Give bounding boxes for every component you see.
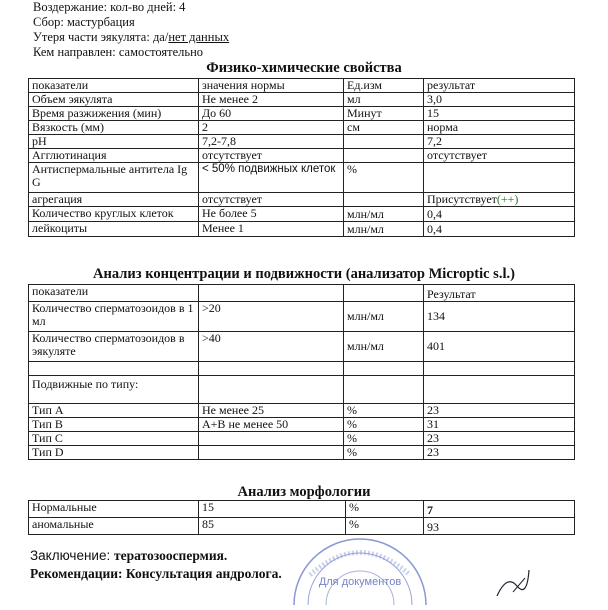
table-cell: отсутствует <box>424 149 575 163</box>
header-cell: Ед.изм <box>344 79 424 93</box>
header-loss-label: Утеря части эякулята: да/ <box>33 30 169 44</box>
table-cell: норма <box>424 121 575 135</box>
table-row <box>29 121 575 135</box>
table-cell: см <box>344 121 424 135</box>
table-cell: Присутствует(++) <box>424 193 575 207</box>
table-cell: млн/мл <box>344 207 424 222</box>
recommendation-value: Консультация андролога. <box>125 566 282 581</box>
table-cell: Количество сперматозоидов в эякуляте <box>29 332 199 362</box>
table-cell: Подвижные по типу: <box>29 376 199 404</box>
table-cell: аномальные <box>29 518 199 535</box>
header-loss <box>33 30 229 44</box>
table-cell: Тип С <box>29 432 199 446</box>
table-cell: отсутствует <box>199 149 344 163</box>
signature-icon <box>495 566 535 598</box>
table-row <box>29 404 575 418</box>
table-cell: % <box>346 518 424 535</box>
table-cell <box>424 163 575 193</box>
table-cell: 0,4 <box>424 207 575 222</box>
table-cell <box>424 376 575 404</box>
conclusion <box>30 548 227 564</box>
signature <box>495 566 535 603</box>
conclusion-label: Заключение: <box>30 548 114 563</box>
table-cell <box>344 376 424 404</box>
table-cell: >40 <box>199 332 344 362</box>
table-cell: 401 <box>424 332 575 362</box>
conclusion-value: тератозооспермия. <box>113 548 228 563</box>
header-referred: Кем направлен: самостоятельно <box>33 45 204 59</box>
table-cell: Нормальные <box>29 501 199 518</box>
header-abstinence: Воздержание: кол-во дней: 4 <box>33 0 186 14</box>
table-cell: 7 <box>424 501 575 518</box>
table-cell: % <box>344 404 424 418</box>
table-row <box>29 362 575 376</box>
table-row <box>29 149 575 163</box>
table-row <box>29 193 575 207</box>
table-cell: 3,0 <box>424 93 575 107</box>
recommendation <box>30 566 282 582</box>
svg-text:Для документов <box>319 576 402 588</box>
table-row <box>29 93 575 107</box>
table-cell: 2 <box>199 121 344 135</box>
table-cell: 23 <box>424 432 575 446</box>
table-cell: Тип А <box>29 404 199 418</box>
header-cell: Результат <box>424 285 575 302</box>
table-cell: До 60 <box>199 107 344 121</box>
table-cell: % <box>344 418 424 432</box>
table-cell: 0,4 <box>424 222 575 237</box>
header-cell: результат <box>424 79 575 93</box>
table-cell: Менее 1 <box>199 222 344 237</box>
table-cell: 7,2-7,8 <box>199 135 344 149</box>
table-cell: Количество сперматозоидов в 1 мл <box>29 302 199 332</box>
table-cell: pH <box>29 135 199 149</box>
table-cell: мл <box>344 93 424 107</box>
morphology-table <box>28 500 575 535</box>
table-cell: Объем эякулята <box>29 93 199 107</box>
table-cell: 134 <box>424 302 575 332</box>
header-loss-value: нет данных <box>168 30 230 44</box>
table-cell: 93 <box>424 518 575 535</box>
table-cell <box>344 135 424 149</box>
table-cell: < 50% подвижных клеток <box>199 163 344 193</box>
table-header-row <box>29 285 575 302</box>
table-row <box>29 222 575 237</box>
table-cell: % <box>344 446 424 460</box>
table-header-row <box>29 79 575 93</box>
stamp-icon <box>290 535 430 605</box>
header-cell: показатели <box>29 79 199 93</box>
table-cell <box>344 149 424 163</box>
table-cell <box>344 362 424 376</box>
table-cell: % <box>344 163 424 193</box>
table-cell: >20 <box>199 302 344 332</box>
stamp-text: Для документов <box>318 576 402 588</box>
table-cell: Не менее 2 <box>199 93 344 107</box>
header-cell: показатели <box>29 285 199 302</box>
motility-table <box>28 284 575 460</box>
table-cell: А+В не менее 50 <box>199 418 344 432</box>
table-row <box>29 302 575 332</box>
table-cell <box>29 362 199 376</box>
table-cell: Количество круглых клеток <box>29 207 199 222</box>
table-cell: 23 <box>424 446 575 460</box>
table-row <box>29 446 575 460</box>
table-cell: % <box>344 432 424 446</box>
table-row <box>29 418 575 432</box>
table-cell: млн/мл <box>344 332 424 362</box>
table-cell: млн/мл <box>344 222 424 237</box>
aggregation-grade: (++) <box>496 192 519 206</box>
table-cell <box>199 446 344 460</box>
physchem-table <box>28 78 575 237</box>
morphology-title: Анализ морфологии <box>237 484 371 500</box>
table-cell: 31 <box>424 418 575 432</box>
table-row <box>29 135 575 149</box>
table-row <box>29 163 575 193</box>
table-cell <box>199 376 344 404</box>
table-row <box>29 207 575 222</box>
table-cell <box>199 432 344 446</box>
table-cell: отсутствует <box>199 193 344 207</box>
table-cell <box>344 193 424 207</box>
table-cell: Вязкость (мм) <box>29 121 199 135</box>
table-cell: 15 <box>424 107 575 121</box>
table-cell: Не более 5 <box>199 207 344 222</box>
table-cell: Не менее 25 <box>199 404 344 418</box>
table-cell <box>424 362 575 376</box>
header-cell <box>344 285 424 302</box>
table-row <box>29 376 575 404</box>
table-row <box>29 332 575 362</box>
table-cell: 23 <box>424 404 575 418</box>
table-cell <box>199 362 344 376</box>
table-row <box>29 107 575 121</box>
table-cell: Тип D <box>29 446 199 460</box>
table-cell: Антиспермальные антитела Ig G <box>29 163 199 193</box>
table-cell: 85 <box>199 518 346 535</box>
table-cell: Минут <box>344 107 424 121</box>
table-row <box>29 432 575 446</box>
recommendation-label: Рекомендации: <box>30 566 126 581</box>
table-cell: лейкоциты <box>29 222 199 237</box>
table-cell: 15 <box>199 501 346 518</box>
motility-title: Анализ концентрации и подвижности (анализатор Microptic s.l.) <box>93 266 515 282</box>
header-cell <box>199 285 344 302</box>
physchem-title: Физико-химические свойства <box>206 60 402 76</box>
clinic-stamp <box>290 535 430 610</box>
header-collection: Сбор: мастурбация <box>33 15 135 29</box>
table-cell: млн/мл <box>344 302 424 332</box>
table-cell: Время разжижения (мин) <box>29 107 199 121</box>
table-cell: 7,2 <box>424 135 575 149</box>
table-cell: Тип В <box>29 418 199 432</box>
table-cell: % <box>346 501 424 518</box>
table-row <box>29 518 575 535</box>
table-cell: Агглютинация <box>29 149 199 163</box>
table-row <box>29 501 575 518</box>
header-cell: значения нормы <box>199 79 344 93</box>
table-cell: агрегация <box>29 193 199 207</box>
